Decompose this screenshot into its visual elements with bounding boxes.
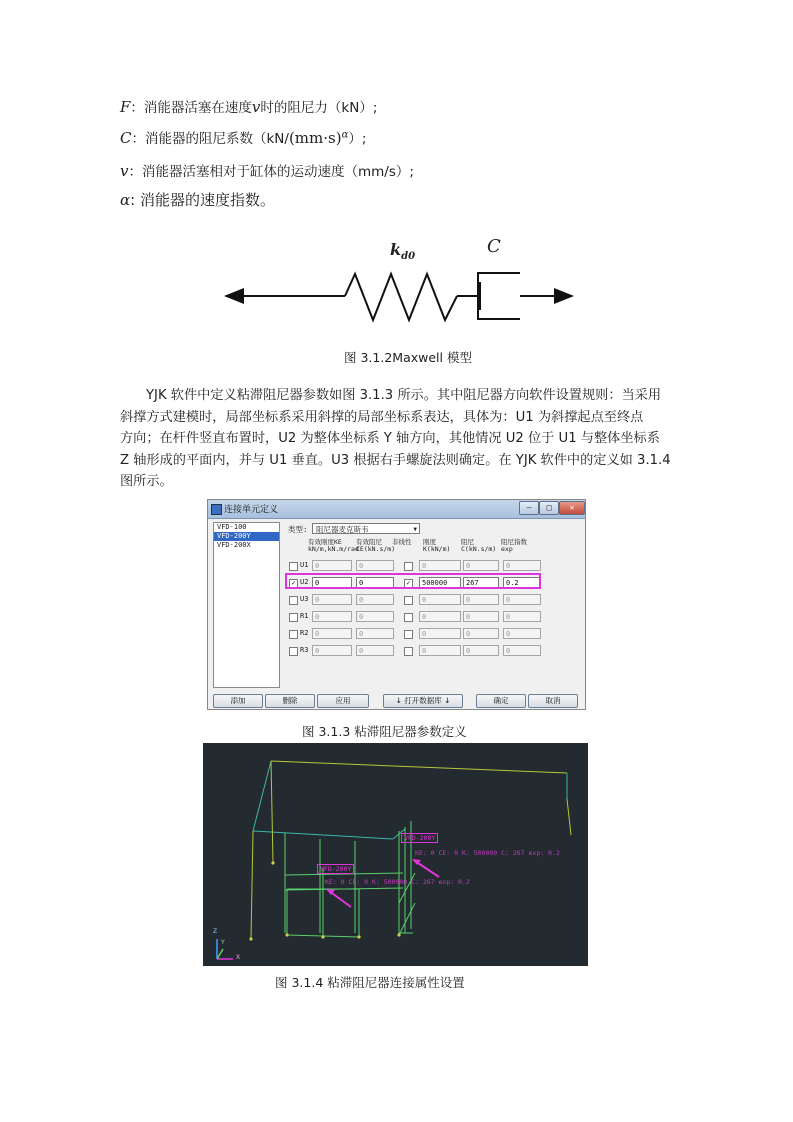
field-k[interactable]: 0 — [419, 611, 461, 622]
definition-list[interactable] — [213, 522, 280, 688]
chevron-down-icon: ▼ — [413, 526, 417, 533]
field-exp[interactable]: 0 — [503, 611, 541, 622]
exponent: α — [341, 129, 349, 141]
definition-alpha — [120, 189, 275, 210]
field-ce[interactable]: 0 — [356, 628, 394, 639]
damper-properties: KE: 0 CE: 0 K: 500000 C: 267 exp: 0.2 — [325, 878, 470, 886]
header-ce: 有效阻尼 CE(kN.s/m) — [356, 538, 396, 553]
field-c[interactable]: 267 — [463, 577, 499, 588]
list-item[interactable]: VFD-200Y — [214, 532, 279, 541]
delete-button[interactable]: 删除 — [265, 694, 315, 708]
ok-button[interactable]: 确定 — [476, 694, 526, 708]
field-ke[interactable]: 0 — [312, 577, 352, 588]
field-k[interactable]: 0 — [419, 628, 461, 639]
symbol-alpha: α — [120, 191, 131, 209]
list-item[interactable]: VFD-200X — [217, 541, 251, 549]
app-icon — [211, 504, 222, 515]
field-k[interactable]: 0 — [419, 645, 461, 656]
field-exp[interactable]: 0 — [503, 628, 541, 639]
open-database-button[interactable]: ↓ 打开数据库 ↓ — [383, 694, 463, 708]
definition-f — [120, 96, 377, 116]
definition-v — [120, 160, 414, 180]
field-k[interactable]: 0 — [419, 560, 461, 571]
close-icon[interactable]: ✕ — [559, 501, 585, 515]
nonlinear-checkbox[interactable] — [404, 647, 413, 656]
field-ke[interactable]: 0 — [312, 560, 352, 571]
field-ke[interactable]: 0 — [312, 645, 352, 656]
type-select-value: 阻尼器麦克斯韦 — [316, 525, 369, 534]
apply-button[interactable]: 应用 — [317, 694, 369, 708]
field-ce[interactable]: 0 — [356, 577, 394, 588]
label-c: C — [487, 236, 501, 257]
body-paragraph — [120, 385, 676, 493]
header-exp: 阻尼指数 exp — [501, 538, 527, 553]
dof-checkbox[interactable]: ✓ — [289, 579, 298, 588]
field-exp[interactable]: 0.2 — [503, 577, 541, 588]
nonlinear-checkbox[interactable] — [404, 613, 413, 622]
paragraph-line: 图所示。 — [120, 474, 173, 489]
symbol-f: F — [120, 98, 131, 116]
field-k[interactable]: 500000 — [419, 577, 461, 588]
nonlinear-checkbox[interactable] — [404, 630, 413, 639]
type-label: 类型: — [288, 525, 308, 534]
field-exp[interactable]: 0 — [503, 594, 541, 605]
dashpot-cylinder — [478, 273, 520, 319]
symbol-c: C — [120, 129, 132, 147]
dialog-title: 连接单元定义 — [224, 505, 279, 515]
dof-checkbox[interactable] — [289, 647, 298, 656]
symbol-v: v — [120, 162, 129, 180]
dof-checkbox[interactable] — [289, 613, 298, 622]
definition-text: ：消能器活塞在速度 — [130, 100, 252, 116]
field-ke[interactable]: 0 — [312, 611, 352, 622]
field-ke[interactable]: 0 — [312, 594, 352, 605]
label-k: $k_{d0}$ — [390, 240, 416, 263]
dof-checkbox[interactable] — [289, 630, 298, 639]
type-select[interactable] — [312, 523, 420, 534]
definition-text: 时的阻尼力（kN）; — [260, 100, 378, 116]
caption-model: 图 3.1.4 粘滞阻尼器连接属性设置 — [275, 975, 465, 990]
definition-text: ：消能器活塞相对于缸体的运动速度（mm/s）; — [128, 164, 414, 180]
maximize-icon[interactable]: □ — [539, 501, 559, 515]
field-ke[interactable]: 0 — [312, 628, 352, 639]
dof-label: R3 — [300, 646, 309, 654]
field-ce[interactable]: 0 — [356, 645, 394, 656]
model-viewport — [203, 743, 588, 966]
field-c[interactable]: 0 — [463, 594, 499, 605]
list-item[interactable]: VFD-100 — [217, 523, 247, 531]
axis-y-label: Y — [221, 939, 225, 946]
cancel-button[interactable]: 取消 — [528, 694, 578, 708]
axis-x-label: X — [236, 954, 241, 961]
header-ke: 有效刚度KE kN/m,kN.m/rad — [308, 538, 359, 553]
paragraph-line: Z 轴形成的平面内，并与 U1 垂直。U3 根据右手螺旋法则确定。在 YJK 软件中的定义如 3.1.4 — [120, 452, 671, 468]
dof-checkbox[interactable] — [289, 562, 298, 571]
field-c[interactable]: 0 — [463, 645, 499, 656]
nonlinear-checkbox[interactable] — [404, 596, 413, 605]
header-c: 阻尼 C(kN.s/m) — [461, 538, 497, 553]
header-nonlinear: 非线性 — [392, 538, 412, 546]
paragraph-line: 方向；在杆件竖直布置时，U2 为整体坐标系 Y 轴方向，其他情况 U2 位于 U1 与整体坐标系 — [120, 431, 660, 446]
header-k: 刚度 K(kN/m) — [423, 538, 451, 553]
damper-properties: KE: 0 CE: 0 K: 500000 C: 267 exp: 0.2 — [415, 849, 560, 857]
field-k[interactable]: 0 — [419, 594, 461, 605]
dof-checkbox[interactable] — [289, 596, 298, 605]
paragraph-line: 斜撑方式建模时，局部坐标系采用斜撑的局部坐标系表达，具体为：U1 为斜撑起点至终点 — [120, 409, 644, 425]
dof-label: R1 — [300, 612, 309, 620]
dof-label: U2 — [300, 578, 309, 586]
unit-text: (mm·s) — [288, 129, 342, 147]
field-exp[interactable]: 0 — [503, 560, 541, 571]
dof-label: R2 — [300, 629, 309, 637]
spring-zigzag — [345, 274, 457, 320]
definition-text: ）; — [348, 131, 367, 147]
field-c[interactable]: 0 — [463, 628, 499, 639]
field-ce[interactable]: 0 — [356, 594, 394, 605]
caption-dialog: 图 3.1.3 粘滞阻尼器参数定义 — [302, 724, 467, 739]
highlight-box — [285, 573, 541, 589]
paragraph-line: YJK 软件中定义粘滞阻尼器参数如图 3.1.3 所示。其中阻尼器方向软件设置规则：当采用 — [146, 388, 662, 403]
damper-tag[interactable]: VFD-200Y — [401, 833, 438, 843]
link-element-dialog — [207, 499, 586, 710]
field-c[interactable]: 0 — [463, 560, 499, 571]
definition-text: : 消能器的速度指数。 — [130, 191, 275, 209]
field-ce[interactable]: 0 — [356, 611, 394, 622]
caption-maxwell: 图 3.1.2Maxwell 模型 — [344, 350, 472, 365]
damper-tag[interactable]: VFD-200Y — [317, 864, 354, 874]
dof-label: U1 — [300, 561, 309, 569]
nonlinear-checkbox[interactable] — [404, 562, 413, 571]
add-button[interactable]: 添加 — [213, 694, 263, 708]
field-ce[interactable]: 0 — [356, 560, 394, 571]
field-c[interactable]: 0 — [463, 611, 499, 622]
dialog-titlebar — [208, 500, 585, 519]
nonlinear-checkbox[interactable]: ✓ — [404, 579, 413, 588]
dof-label: U3 — [300, 595, 309, 603]
axis-z-label: Z — [213, 928, 218, 935]
definition-c — [120, 127, 366, 147]
definition-text: ：消能器的阻尼系数（kN/ — [131, 131, 289, 147]
minimize-icon[interactable]: – — [519, 501, 539, 515]
field-exp[interactable]: 0 — [503, 645, 541, 656]
symbol-v: v — [251, 98, 261, 116]
